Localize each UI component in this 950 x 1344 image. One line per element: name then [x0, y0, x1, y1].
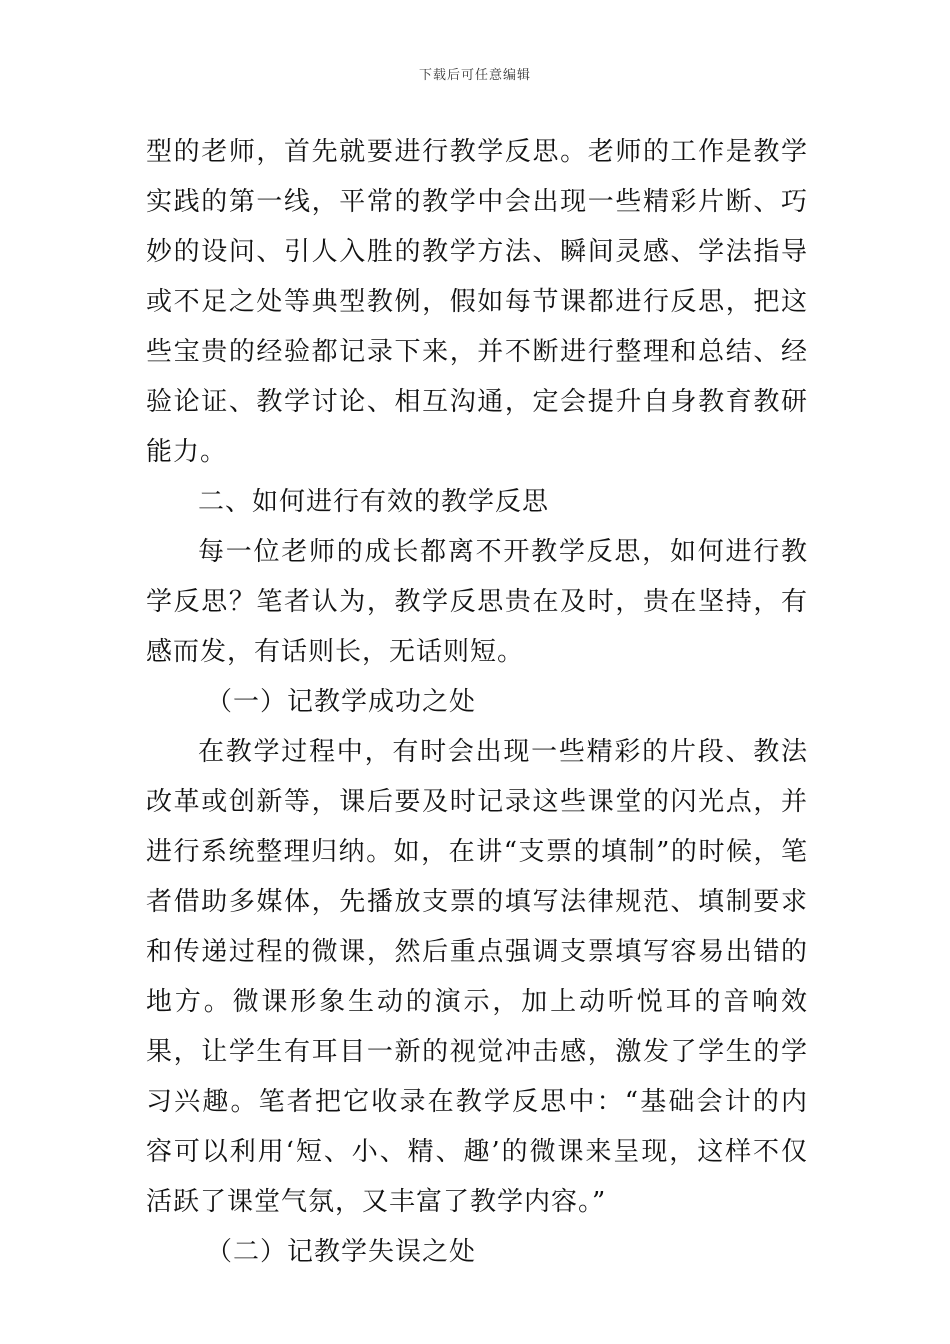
paragraph: 在教学过程中，有时会出现一些精彩的片段、教法改革或创新等，课后要及时记录这些课堂的闪光点，并进行系统整理归纳。如，在讲“支票的填制”的时候，笔者借助多媒体，先播放支票的填写法律规范、填制要求和传递过程的微课，然后重点强调支票填写容易出错的地方。微课形象生动的演示，加上动听悦耳的音响效果，让学生有耳目一新的视觉冲击感，激发了学生的学习兴趣。笔者把它收录在教学反思中：“基础会计的内容可以利用‘短、小、精、趣’的微课来呈现，这样不仅活跃了课堂气氛，又丰富了教学内容。”	[146, 737, 808, 1217]
subsection-heading: （二）记教学失误之处	[206, 1237, 477, 1267]
document-body	[146, 127, 808, 1277]
section-heading: 二、如何进行有效的教学反思	[198, 487, 550, 517]
page-header: 下载后可任意编辑	[418, 68, 531, 83]
paragraph: 每一位老师的成长都离不开教学反思，如何进行教学反思？笔者认为，教学反思贵在及时，贵在坚持，有感而发，有话则长，无话则短。	[146, 537, 808, 667]
subsection-heading: （一）记教学成功之处	[206, 687, 477, 717]
paragraph-continued: 型的老师，首先就要进行教学反思。老师的工作是教学实践的第一线，平常的教学中会出现一些精彩片断、巧妙的设问、引人入胜的教学方法、瞬间灵感、学法指导或不足之处等典型教例，假如每节课都进行反思，把这些宝贵的经验都记录下来，并不断进行整理和总结、经验论证、教学讨论、相互沟通，定会提升自身教育教研能力。	[146, 137, 808, 467]
